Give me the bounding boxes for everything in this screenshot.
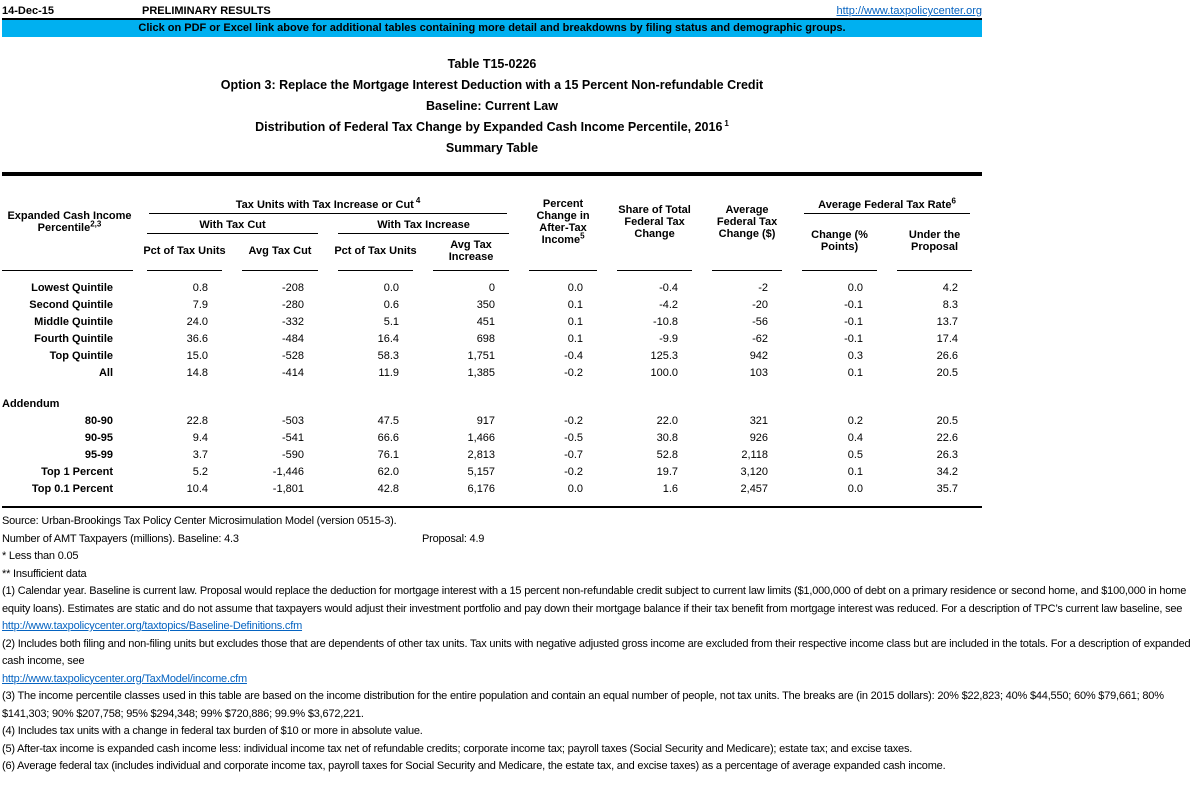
cell-value: 26.3 (936, 448, 959, 461)
col-header-avg-tax-increase: Avg Tax Increase (448, 239, 494, 263)
cell-value: 1,466 (467, 431, 496, 444)
cell-value: 0.8 (192, 281, 208, 294)
cell-value: 7.9 (192, 298, 208, 311)
col-header-pct-change-after-tax-income: Percent Change in After-Tax Income$^5$ (536, 198, 590, 246)
baseline-title: Baseline: Current Law (426, 99, 558, 113)
addendum-label: Addendum (2, 397, 60, 410)
row-label: 90-95 (84, 431, 113, 444)
cell-value: 2,118 (741, 448, 769, 461)
cell-value: 19.7 (656, 465, 679, 478)
table-row (2, 429, 982, 446)
table-row (2, 412, 982, 429)
footnote-2: (2) Includes both filing and non-filing units but excludes those that are dependents of other tax units. Tax units with negative adjusted gross income are excluded from their respective income class but are included in the totals. For a description of expanded cash income, see (2, 637, 1191, 667)
cell-value: 2,457 (740, 482, 769, 495)
top-bar (2, 2, 982, 17)
spacer-row (2, 497, 982, 507)
cell-value: 0.1 (567, 315, 584, 328)
cell-value: 0.0 (847, 482, 864, 495)
col-group-tax-units-increase-or-cut: Tax Units with Tax Increase or Cut $^4$ (137, 176, 519, 214)
row-label: Middle Quintile (34, 315, 113, 328)
cell-value: 0 (488, 281, 496, 294)
cell-value: 5.2 (192, 465, 208, 478)
cell-value: 62.0 (377, 465, 399, 478)
spacer-row (2, 381, 982, 395)
cell-value: 30.8 (656, 431, 679, 444)
cell-value: 35.7 (936, 482, 959, 495)
less-than-note: * Less than 0.05 (2, 550, 79, 562)
cell-value: -62 (752, 332, 769, 345)
cell-value: 0.1 (567, 332, 584, 345)
cell-value: 0.4 (847, 431, 864, 444)
footnote-6: (6) Average federal tax (includes individual and corporate income tax, payroll taxes for Social Security and Medicare, the estate tax, and excise taxes) as a percentage of average expanded cash income. (2, 760, 946, 772)
cell-value: 16.4 (377, 332, 399, 345)
taxpolicycenter-link[interactable]: http://www.taxpolicycenter.org (836, 5, 982, 17)
cell-value: 1,751 (467, 349, 496, 362)
table-id-title: Table T15-0226 (447, 57, 537, 71)
cell-value: -0.1 (844, 315, 864, 328)
row-label: Fourth Quintile (34, 332, 113, 345)
cell-value: 34.2 (936, 465, 959, 478)
cell-value: 0.6 (383, 298, 399, 311)
cell-value: -280 (281, 298, 304, 311)
col-header-expanded-cash-income: Expanded Cash Income Percentile$^{2,3}$ (7, 210, 132, 234)
cell-value: 14.8 (186, 366, 208, 379)
cell-value: -20 (752, 298, 769, 311)
cell-value: 36.6 (186, 332, 208, 345)
cell-value: 15.0 (186, 349, 208, 362)
col-header-pct-units-cut: Pct of Tax Units (143, 245, 226, 257)
col-header-share-of-total-change: Share of Total Federal Tax Change (618, 204, 691, 240)
cell-value: -414 (281, 366, 304, 379)
cell-value: 0.0 (567, 281, 584, 294)
col-subgroup-with-tax-cut: With Tax Cut (137, 214, 328, 234)
cell-value: -590 (281, 448, 304, 461)
cell-value: -1,446 (272, 465, 304, 478)
table-row (2, 330, 982, 347)
cell-value: 5,157 (467, 465, 496, 478)
table-row (2, 279, 982, 296)
cell-value: 20.5 (936, 414, 959, 427)
amt-taxpayers-note (2, 531, 1200, 549)
cell-value: -484 (281, 332, 304, 345)
baseline-definitions-link[interactable]: http://www.taxpolicycenter.org/taxtopics/Baseline-Definitions.cfm (2, 620, 303, 632)
cell-value: 24.0 (186, 315, 208, 328)
income-definition-link[interactable]: http://www.taxpolicycenter.org/TaxModel/income.cfm (2, 672, 247, 685)
source-note: Source: Urban-Brookings Tax Policy Center Microsimulation Model (version 0515-3). (2, 515, 397, 527)
table-row (2, 364, 982, 381)
cell-value: -332 (281, 315, 304, 328)
cell-value: 9.4 (192, 431, 208, 444)
cell-value: 76.1 (377, 448, 399, 461)
row-label: 80-90 (84, 414, 113, 427)
cell-value: 3.7 (192, 448, 208, 461)
cell-value: 1,385 (467, 366, 496, 379)
cell-value: 22.6 (936, 431, 959, 444)
insufficient-data-note: ** Insufficient data (2, 567, 87, 580)
cell-value: 917 (476, 414, 496, 427)
cell-value: 0.0 (567, 482, 584, 495)
cell-value: -0.5 (564, 431, 584, 444)
option-title: Option 3: Replace the Mortgage Interest Deduction with a 15 Percent Non-refundable Credit (220, 78, 764, 92)
cell-value: 0.1 (847, 366, 864, 379)
row-label: Top 1 Percent (41, 465, 113, 478)
cell-value: -10.8 (652, 315, 679, 328)
cell-value: 0.0 (847, 281, 864, 294)
cell-value: 942 (749, 349, 769, 362)
cell-value: 22.0 (656, 414, 679, 427)
row-label: Top 0.1 Percent (31, 482, 113, 495)
cell-value: -528 (281, 349, 304, 362)
cell-value: 5.1 (383, 315, 399, 328)
cell-value: 350 (476, 298, 496, 311)
row-label: Top Quintile (49, 349, 113, 362)
table-row (2, 313, 982, 330)
cell-value: -541 (281, 431, 304, 444)
cell-value: 8.3 (942, 298, 959, 311)
cell-value: -1,801 (272, 482, 304, 495)
col-header-pct-units-increase: Pct of Tax Units (334, 245, 417, 257)
cell-value: 0.2 (847, 414, 864, 427)
col-header-under-proposal: Under the Proposal (908, 229, 961, 253)
summary-table (2, 176, 982, 508)
table-row (2, 296, 982, 313)
row-label: All (98, 366, 113, 379)
cell-value: -0.7 (564, 448, 584, 461)
report-date: 14-Dec-15 (2, 5, 54, 17)
footnote-4: (4) Includes tax units with a change in federal tax burden of $10 or more in absolute value. (2, 725, 423, 737)
cell-value: 3,120 (740, 465, 769, 478)
cell-value: 451 (476, 315, 496, 328)
cell-value: -0.4 (659, 281, 679, 294)
footnote-3: (3) The income percentile classes used in this table are based on the income distribution for the entire population and contain an equal number of people, not tax units. The breaks are (in 2015 dollars): 20% $22,823; 40% $44,550; 60% $79,661; 80% $141,303; 90% $207,758; 95% $294,348; 99% $720,886; 99.9% $3,672,221. (2, 690, 1164, 720)
row-label: Second Quintile (29, 298, 113, 311)
cell-value: -56 (752, 315, 769, 328)
footnote-1: (1) Calendar year. Baseline is current law. Proposal would replace the deduction for mortgage interest with a 15 percent non-refundable credit subject to current law limits ($1,000,000 of debt on a primary residence or second home, and $100,000 in home equity loans). Estimates are static and do not assume that taxpayers would adjust their investment portfolio and pay down their mortgage balance if their tax benefit from mortgage interest was reduced. For a description of TPC’s current law baseline, see (2, 585, 1187, 615)
cell-value: 926 (749, 431, 769, 444)
col-group-average-federal-tax-rate: Average Federal Tax Rate$^6$ (792, 176, 982, 214)
cell-value: 6,176 (467, 482, 496, 495)
summary-title: Summary Table (445, 141, 539, 155)
cell-value: -0.4 (564, 349, 584, 362)
col-header-avg-tax-cut: Avg Tax Cut (248, 245, 312, 257)
summary-table-wrap (2, 172, 982, 508)
spacer-row (2, 272, 982, 279)
row-label: 95-99 (84, 448, 113, 461)
cell-value: 321 (749, 414, 769, 427)
table-row (2, 446, 982, 463)
cell-value: 20.5 (936, 366, 959, 379)
cell-value: 52.8 (656, 448, 679, 461)
table-body (2, 272, 982, 507)
addendum-row (2, 395, 982, 412)
cell-value: -503 (281, 414, 304, 427)
cell-value: 66.6 (377, 431, 399, 444)
cell-value: 0.1 (847, 465, 864, 478)
amt-proposal-value: Proposal: 4.9 (422, 532, 485, 545)
cell-value: -9.9 (659, 332, 679, 345)
cell-value: 0.1 (567, 298, 584, 311)
cell-value: 22.8 (186, 414, 208, 427)
table-row (2, 347, 982, 364)
cell-value: 17.4 (936, 332, 959, 345)
cell-value: 42.8 (377, 482, 399, 495)
footnote-5: (5) After-tax income is expanded cash income less: individual income tax net of refundable credits; corporate income tax; payroll taxes (Social Security and Medicare); estate tax; and excise taxes. (2, 742, 913, 755)
cell-value: -2 (758, 281, 769, 294)
col-header-average-federal-tax-change: Average Federal Tax Change ($) (716, 204, 778, 240)
amt-baseline-value: Number of AMT Taxpayers (millions). Baseline: 4.3 (2, 532, 239, 545)
cell-value: -0.2 (564, 414, 584, 427)
col-header-change-points: Change (% Points) (811, 229, 868, 253)
cell-value: -0.2 (564, 465, 584, 478)
table-row (2, 463, 982, 480)
cell-value: 11.9 (378, 366, 399, 379)
cell-value: 103 (749, 366, 769, 379)
cell-value: -0.2 (564, 366, 584, 379)
cell-value: 1.6 (662, 482, 679, 495)
cell-value: 13.7 (936, 315, 959, 328)
cell-value: 698 (476, 332, 496, 345)
row-label: Lowest Quintile (31, 281, 113, 294)
cell-value: 47.5 (377, 414, 399, 427)
cell-value: 2,813 (467, 448, 496, 461)
distribution-title: Distribution of Federal Tax Change by Expanded Cash Income Percentile, 2016 $^1$ (255, 118, 729, 134)
cell-value: -4.2 (659, 298, 679, 311)
cell-value: -0.1 (844, 332, 864, 345)
table-header (2, 176, 982, 272)
cell-value: 4.2 (942, 281, 959, 294)
cell-value: 0.0 (383, 281, 399, 294)
cell-value: 125.3 (650, 349, 679, 362)
cell-value: 0.3 (847, 349, 864, 362)
cell-value: 0.5 (847, 448, 864, 461)
table-row (2, 480, 982, 497)
title-block (2, 54, 982, 159)
cell-value: -0.1 (844, 298, 864, 311)
preliminary-results-label: PRELIMINARY RESULTS (142, 5, 271, 17)
cell-value: 26.6 (936, 349, 959, 362)
cell-value: 10.4 (186, 482, 208, 495)
cell-value: 100.0 (650, 366, 679, 379)
cell-value: 58.3 (377, 349, 399, 362)
col-subgroup-with-tax-increase: With Tax Increase (328, 214, 519, 234)
cell-value: -208 (281, 281, 304, 294)
info-banner: Click on PDF or Excel link above for additional tables containing more detail and breakdowns by filing status and demographic groups. (2, 20, 982, 37)
footnotes (2, 513, 1200, 776)
